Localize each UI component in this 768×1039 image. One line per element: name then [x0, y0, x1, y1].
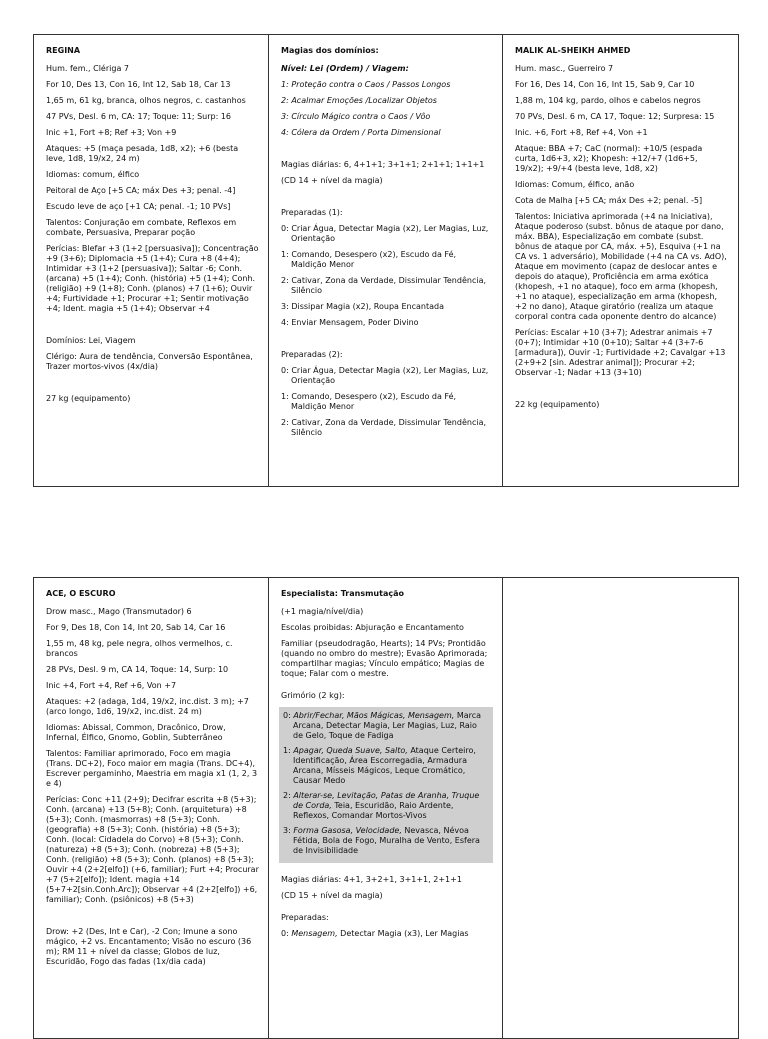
stat-line: Familiar (pseudodragão, Hearts); 14 PVs; Prontidão (quando no ombro do mestre); Evasão Aprimorada; compartilhar magias; Vínculo empático; Magias de toque; Falar com o mestre.: [281, 639, 488, 678]
stat-line: Idiomas: Comum, élfico, anão: [515, 180, 635, 189]
regina-column: [34, 35, 268, 486]
stat-line: Escudo leve de aço [+1 CA; penal. -1; 10 PVs]: [46, 202, 231, 211]
especialista-column: [268, 578, 502, 1038]
equipment-weight: 27 kg (equipamento): [46, 394, 131, 403]
prepared-spell: 4: Enviar Mensagem, Poder Divino: [281, 318, 419, 327]
stat-line: Idiomas: Abissal, Common, Dracônico, Drow, Infernal, Élfico, Gnomo, Goblin, Subterrâneo: [46, 723, 226, 742]
prepared-title: Preparadas:: [281, 913, 329, 922]
stat-line: Perícias: Escalar +10 (3+7); Adestrar animais +7 (0+7); Intimidar +10 (0+10); Saltar +4 (3+7-6 [armadura]), Ouvir -1; Furtividade +2; Cavalgar +13 (2+9+2 [sin. Adestrar animal]); Procurar +2; Observar -1; Nadar +13 (3+10): [515, 328, 726, 377]
prepared-spell: 1: Comando, Desespero (x2), Escudo da Fé, Maldição Menor: [281, 392, 457, 411]
prepared-spell: 3: Dissipar Magia (x2), Roupa Encantada: [281, 302, 444, 311]
ace-column: [34, 578, 268, 1038]
prepared-list-1: [281, 224, 493, 328]
prepared-list: [281, 929, 493, 939]
character-name: REGINA: [46, 46, 81, 55]
character-name: MALIK AL-SHEIKH AHMED: [515, 46, 631, 55]
stat-line: Inic +4, Fort +4, Ref +6, Von +7: [46, 681, 177, 690]
magias-column: [268, 35, 502, 486]
stat-line: Cota de Malha [+5 CA; máx Des +2; penal. -5]: [515, 196, 703, 205]
prepared-spell: 0: Criar Água, Detectar Magia (x2), Ler Magias, Luz, Orientação: [281, 366, 489, 385]
card-panel-bottom: [33, 577, 739, 1039]
domain-spell: 4: Cólera da Ordem / Porta Dimensional: [281, 128, 441, 137]
domains-line: Domínios: Lei, Viagem: [46, 336, 136, 345]
daily-spells: Magias diárias: 4+1, 3+2+1, 3+1+1, 2+1+1: [281, 875, 462, 884]
stat-line: Idiomas: comum, élfico: [46, 170, 140, 179]
spell-dc: (CD 14 + nível da magia): [281, 176, 383, 185]
stat-line: For 9, Des 18, Con 14, Int 20, Sab 14, Car 16: [46, 623, 226, 632]
daily-spells: Magias diárias: 6, 4+1+1; 3+1+1; 2+1+1; 1+1+1: [281, 160, 485, 169]
stat-line: 70 PVs, Desl. 6 m, CA 17, Toque: 12; Surpresa: 15: [515, 112, 715, 121]
grimoire-level: 2: Alterar-se, Levitação, Patas de Aranha, Truque de Corda, Teia, Escuridão, Raio Ardente, Reflexos, Comandar Mortos-Vivos: [283, 791, 480, 820]
character-name: ACE, O ESCURO: [46, 589, 116, 598]
stat-line: 1,88 m, 104 kg, pardo, olhos e cabelos negros: [515, 96, 701, 105]
domain-level-line: Nível: Lei (Ordem) / Viagem:: [281, 64, 409, 73]
prepared-title: Preparadas (2):: [281, 350, 343, 359]
stat-line: For 10, Des 13, Con 16, Int 12, Sab 18, Car 13: [46, 80, 231, 89]
stat-line: Peitoral de Aço [+5 CA; máx Des +3; penal. -4]: [46, 186, 236, 195]
stat-line: Ataques: +5 (maça pesada, 1d8, x2); +6 (besta leve, 1d8, 19/x2, 24 m): [46, 144, 239, 163]
specialist-title: Especialista: Transmutação: [281, 589, 404, 598]
drow-traits: Drow: +2 (Des, Int e Car), -2 Con; Imune a sono mágico, +2 vs. Encantamento; Visão no escuro (36 m); RM 11 + nível da classe; Globos de luz, Escuridão, Fogo das fadas (1x/dia cada): [46, 927, 252, 966]
grimoire-level: 3: Forma Gasosa, Velocidade, Nevasca, Névoa Fétida, Bola de Fogo, Muralha de Vento, Esfera de Invisibilidade: [283, 826, 480, 855]
stat-line: Perícias: Blefar +3 (1+2 [persuasiva]); Concentração +9 (3+6); Diplomacia +5 (1+4); Cura +8 (4+4); Intimidar +3 (1+2 [persuasiva]); Saltar -6; Conh. (arcana) +5 (1+4); Conh. (história) +5 (1+4); Conh. (religião) +9 (1+8); Conh. (planos) +7 (1+6); Ouvir +4; Furtividade +1; Procurar +1; Sentir motivação +4; Ident. magia +5 (1+4); Observar +4: [46, 244, 259, 313]
stat-line: 1,55 m, 48 kg, pele negra, olhos vermelhos, c. brancos: [46, 639, 233, 658]
card-panel-top: [33, 34, 739, 487]
grimoire-box: [279, 707, 493, 863]
stat-line: Talentos: Conjuração em combate, Reflexos em combate, Persuasiva, Preparar poção: [46, 218, 237, 237]
stat-line: 47 PVs, Desl. 6 m, CA: 17; Toque: 11; Surp: 16: [46, 112, 231, 121]
domain-spell: 2: Acalmar Emoções /Localizar Objetos: [281, 96, 437, 105]
prepared-spell: 0: Criar Água, Detectar Magia (x2), Ler Magias, Luz, Orientação: [281, 224, 489, 243]
prepared-spell: 0: Mensagem, Detectar Magia (x3), Ler Magias: [281, 929, 469, 938]
domain-spell: 1: Proteção contra o Caos / Passos Longos: [281, 80, 451, 89]
spell-dc: (CD 15 + nível da magia): [281, 891, 383, 900]
stat-line: (+1 magia/nível/dia): [281, 607, 364, 616]
prepared-spell: 1: Comando, Desespero (x2), Escudo da Fé, Maldição Menor: [281, 250, 457, 269]
domain-spell: 3: Círculo Mágico contra o Caos / Vôo: [281, 112, 431, 121]
stat-line: 1,65 m, 61 kg, branca, olhos negros, c. castanhos: [46, 96, 246, 105]
malik-column: [502, 35, 736, 486]
stat-line: Ataques: +2 (adaga, 1d4, 19/x2, inc.dist. 3 m); +7 (arco longo, 1d6, 19/x2, inc.dist. 24 m): [46, 697, 249, 716]
grimoire-level: 1: Apagar, Queda Suave, Salto, Ataque Certeiro, Identificação, Área Escorregadia, Armadura Arcana, Mísseis Mágicos, Leque Cromático, Causar Medo: [283, 746, 476, 785]
cleric-line: Clérigo: Aura de tendência, Conversão Espontânea, Trazer mortos-vivos (4x/dia): [46, 352, 253, 371]
prepared-list-2: [281, 366, 493, 438]
stat-line: Drow masc., Mago (Transmutador) 6: [46, 607, 192, 616]
stat-line: Talentos: Familiar aprimorado, Foco em magia (Trans. DC+2), Foco maior em magia (Trans. DC+4), Escrever pergaminho, Maestria em magia x1 (1, 2, 3 e 4): [46, 749, 258, 788]
stat-line: Talentos: Iniciativa aprimorada (+4 na Iniciativa), Ataque poderoso (subst. bônus de ataque por dano, máx. BBA), Especialização em combate (subst. bônus de ataque por CA, máx. +5), Esquiva (+1 na CA vs. 1 adversário), Mobilidade (+4 na CA vs. AdO), Ataque em movimento (capaz de deslocar antes e depois do ataque), Proficiência em arma exótica (khopesh, +1 no ataque), foco em arma (khopesh, +1 no ataque), especialização em arma (khopesh, +2 no dano), Ataque giratório (realiza um ataque corporal contra cada oponente dentro do alcance): [515, 212, 727, 321]
stat-line: Inic +1, Fort +8; Ref +3; Von +9: [46, 128, 177, 137]
stat-line: Escolas proibidas: Abjuração e Encantamento: [281, 623, 464, 632]
grimoire-title: Grimório (2 kg):: [281, 691, 345, 700]
stat-line: Ataque: BBA +7; CaC (normal): +10/5 (espada curta, 1d6+3, x2); Khopesh: +12/+7 (1d6+5, 19/x2); +9/+4 (besta leve, 1d8, x2): [515, 144, 703, 173]
stat-line: Hum. fem., Clériga 7: [46, 64, 129, 73]
stat-line: 28 PVs, Desl. 9 m, CA 14, Toque: 14, Surp: 10: [46, 665, 229, 674]
grimoire-level: 0: Abrir/Fechar, Mãos Mágicas, Mensagem, Marca Arcana, Detectar Magia, Ler Magias, Luz, Raio de Gelo, Toque de Fadiga: [283, 711, 482, 740]
stat-line: Perícias: Conc +11 (2+9); Decifrar escrita +8 (5+3); Conh. (arcana) +13 (5+8); Conh. (arquitetura) +8 (5+3); Conh. (masmorras) +8 (5+3); Conh. (geografia) +8 (5+3); Conh. (história) +8 (5+3); Conh. (local: Cidadela do Corvo) +8 (5+3); Conh. (natureza) +8 (5+3); Conh. (nobreza) +8 (5+3); Conh. (religião) +8 (5+3); Conh. (planos) +8 (5+3); Ouvir +4 (2+2[elfo]) (+6, familiar); Furt +4; Procurar +7 (5+2[elfo]); Ident. magia +14 (5+7+2[sin.Conh.Arc]); Observar +4 (2+2[elfo]) +6, familiar); Conh. (psiônicos) +8 (5+3): [46, 795, 259, 904]
stat-line: Inic. +6, Fort +8, Ref +4, Von +1: [515, 128, 648, 137]
domain-spells-title: Magias dos domínios:: [281, 46, 379, 55]
prepared-title: Preparadas (1):: [281, 208, 343, 217]
stat-line: Hum. masc., Guerreiro 7: [515, 64, 614, 73]
prepared-spell: 2: Cativar, Zona da Verdade, Dissimular Tendência, Silêncio: [281, 276, 487, 295]
equipment-weight: 22 kg (equipamento): [515, 400, 600, 409]
prepared-spell: 2: Cativar, Zona da Verdade, Dissimular Tendência, Silêncio: [281, 418, 487, 437]
empty-column: [502, 578, 736, 1038]
stat-line: For 16, Des 14, Con 16, Int 15, Sab 9, Car 10: [515, 80, 695, 89]
